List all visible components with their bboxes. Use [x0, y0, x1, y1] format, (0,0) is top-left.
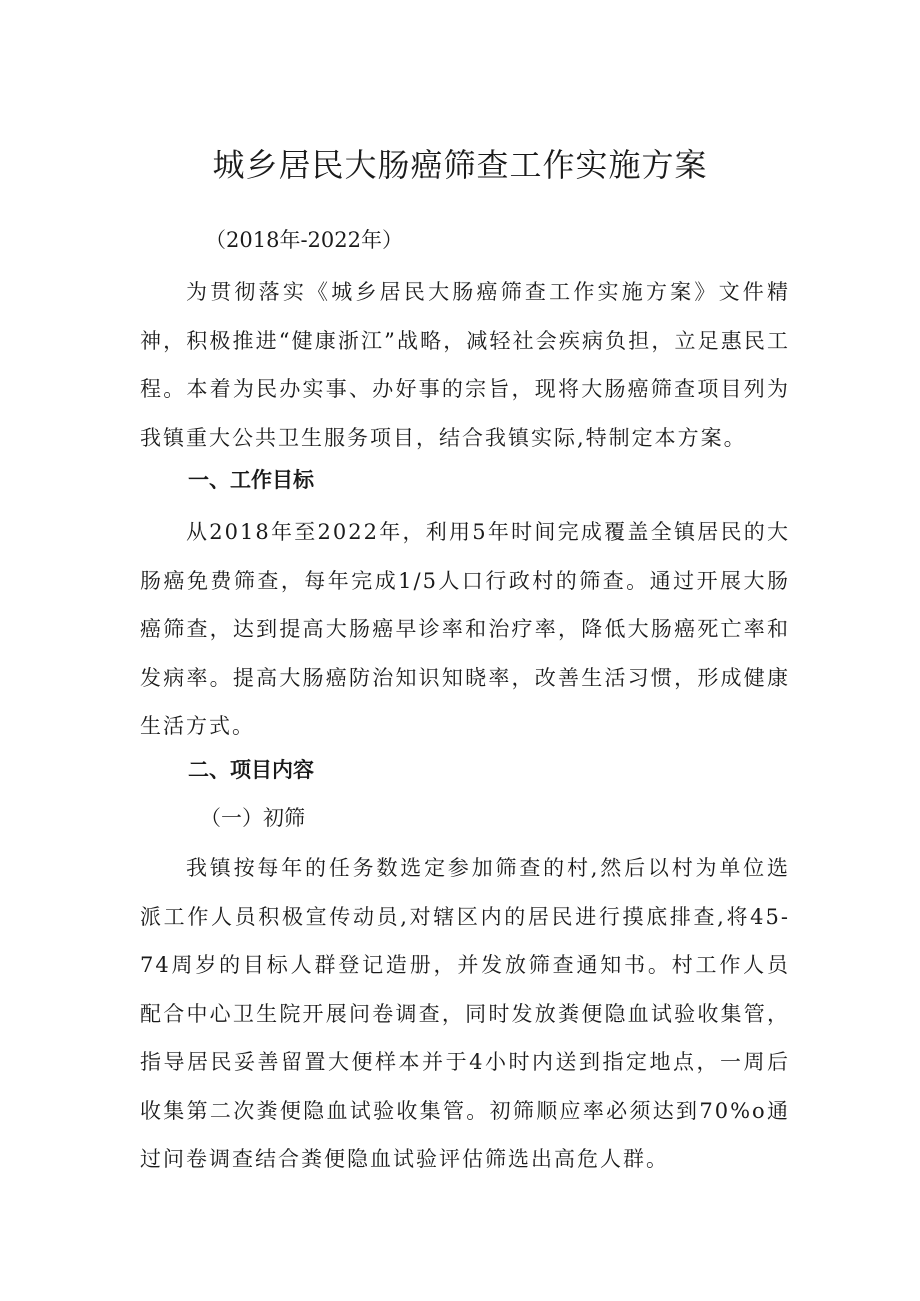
document-period: （2018年-2022年） [205, 228, 403, 252]
subsection-heading-initial-screening: （一）初筛 [200, 806, 305, 830]
intro-paragraph: 为贯彻落实《城乡居民大肠癌筛查工作实施方案》文件精神，积极推进“健康浙江”战略，减轻社会疾病负担，立足惠民工程。本着为民办实事、办好事的宗旨，现将大肠癌筛查项目列为我镇重大公共卫生服务项目，结合我镇实际,特制定本方案。 [140, 280, 790, 450]
section-heading-goals: 一、工作目标 [188, 468, 314, 492]
document-title: 城乡居民大肠癌筛查工作实施方案 [212, 146, 708, 184]
initial-screening-paragraph: 我镇按每年的任务数选定参加筛查的村,然后以村为单位选派工作人员积极宣传动员,对辖区内的居民进行摸底排查,将45-74周岁的目标人群登记造册，并发放筛查通知书。村工作人员配合中心卫生院开展问卷调查，同时发放粪便隐血试验收集管，指导居民妥善留置大便样本并于4小时内送到指定地点，一周后收集第二次粪便隐血试验收集管。初筛顺应率必须达到70%o通过问卷调查结合粪便隐血试验评估筛选出高危人群。 [140, 856, 790, 1171]
goals-paragraph: 从2018年至2022年，利用5年时间完成覆盖全镇居民的大肠癌免费筛查，每年完成1/5人口行政村的筛查。通过开展大肠癌筛查，达到提高大肠癌早诊率和治疗率，降低大肠癌死亡率和发病率。提高大肠癌防治知识知晓率，改善生活习惯，形成健康生活方式。 [140, 520, 790, 738]
section-heading-content: 二、项目内容 [188, 758, 314, 782]
